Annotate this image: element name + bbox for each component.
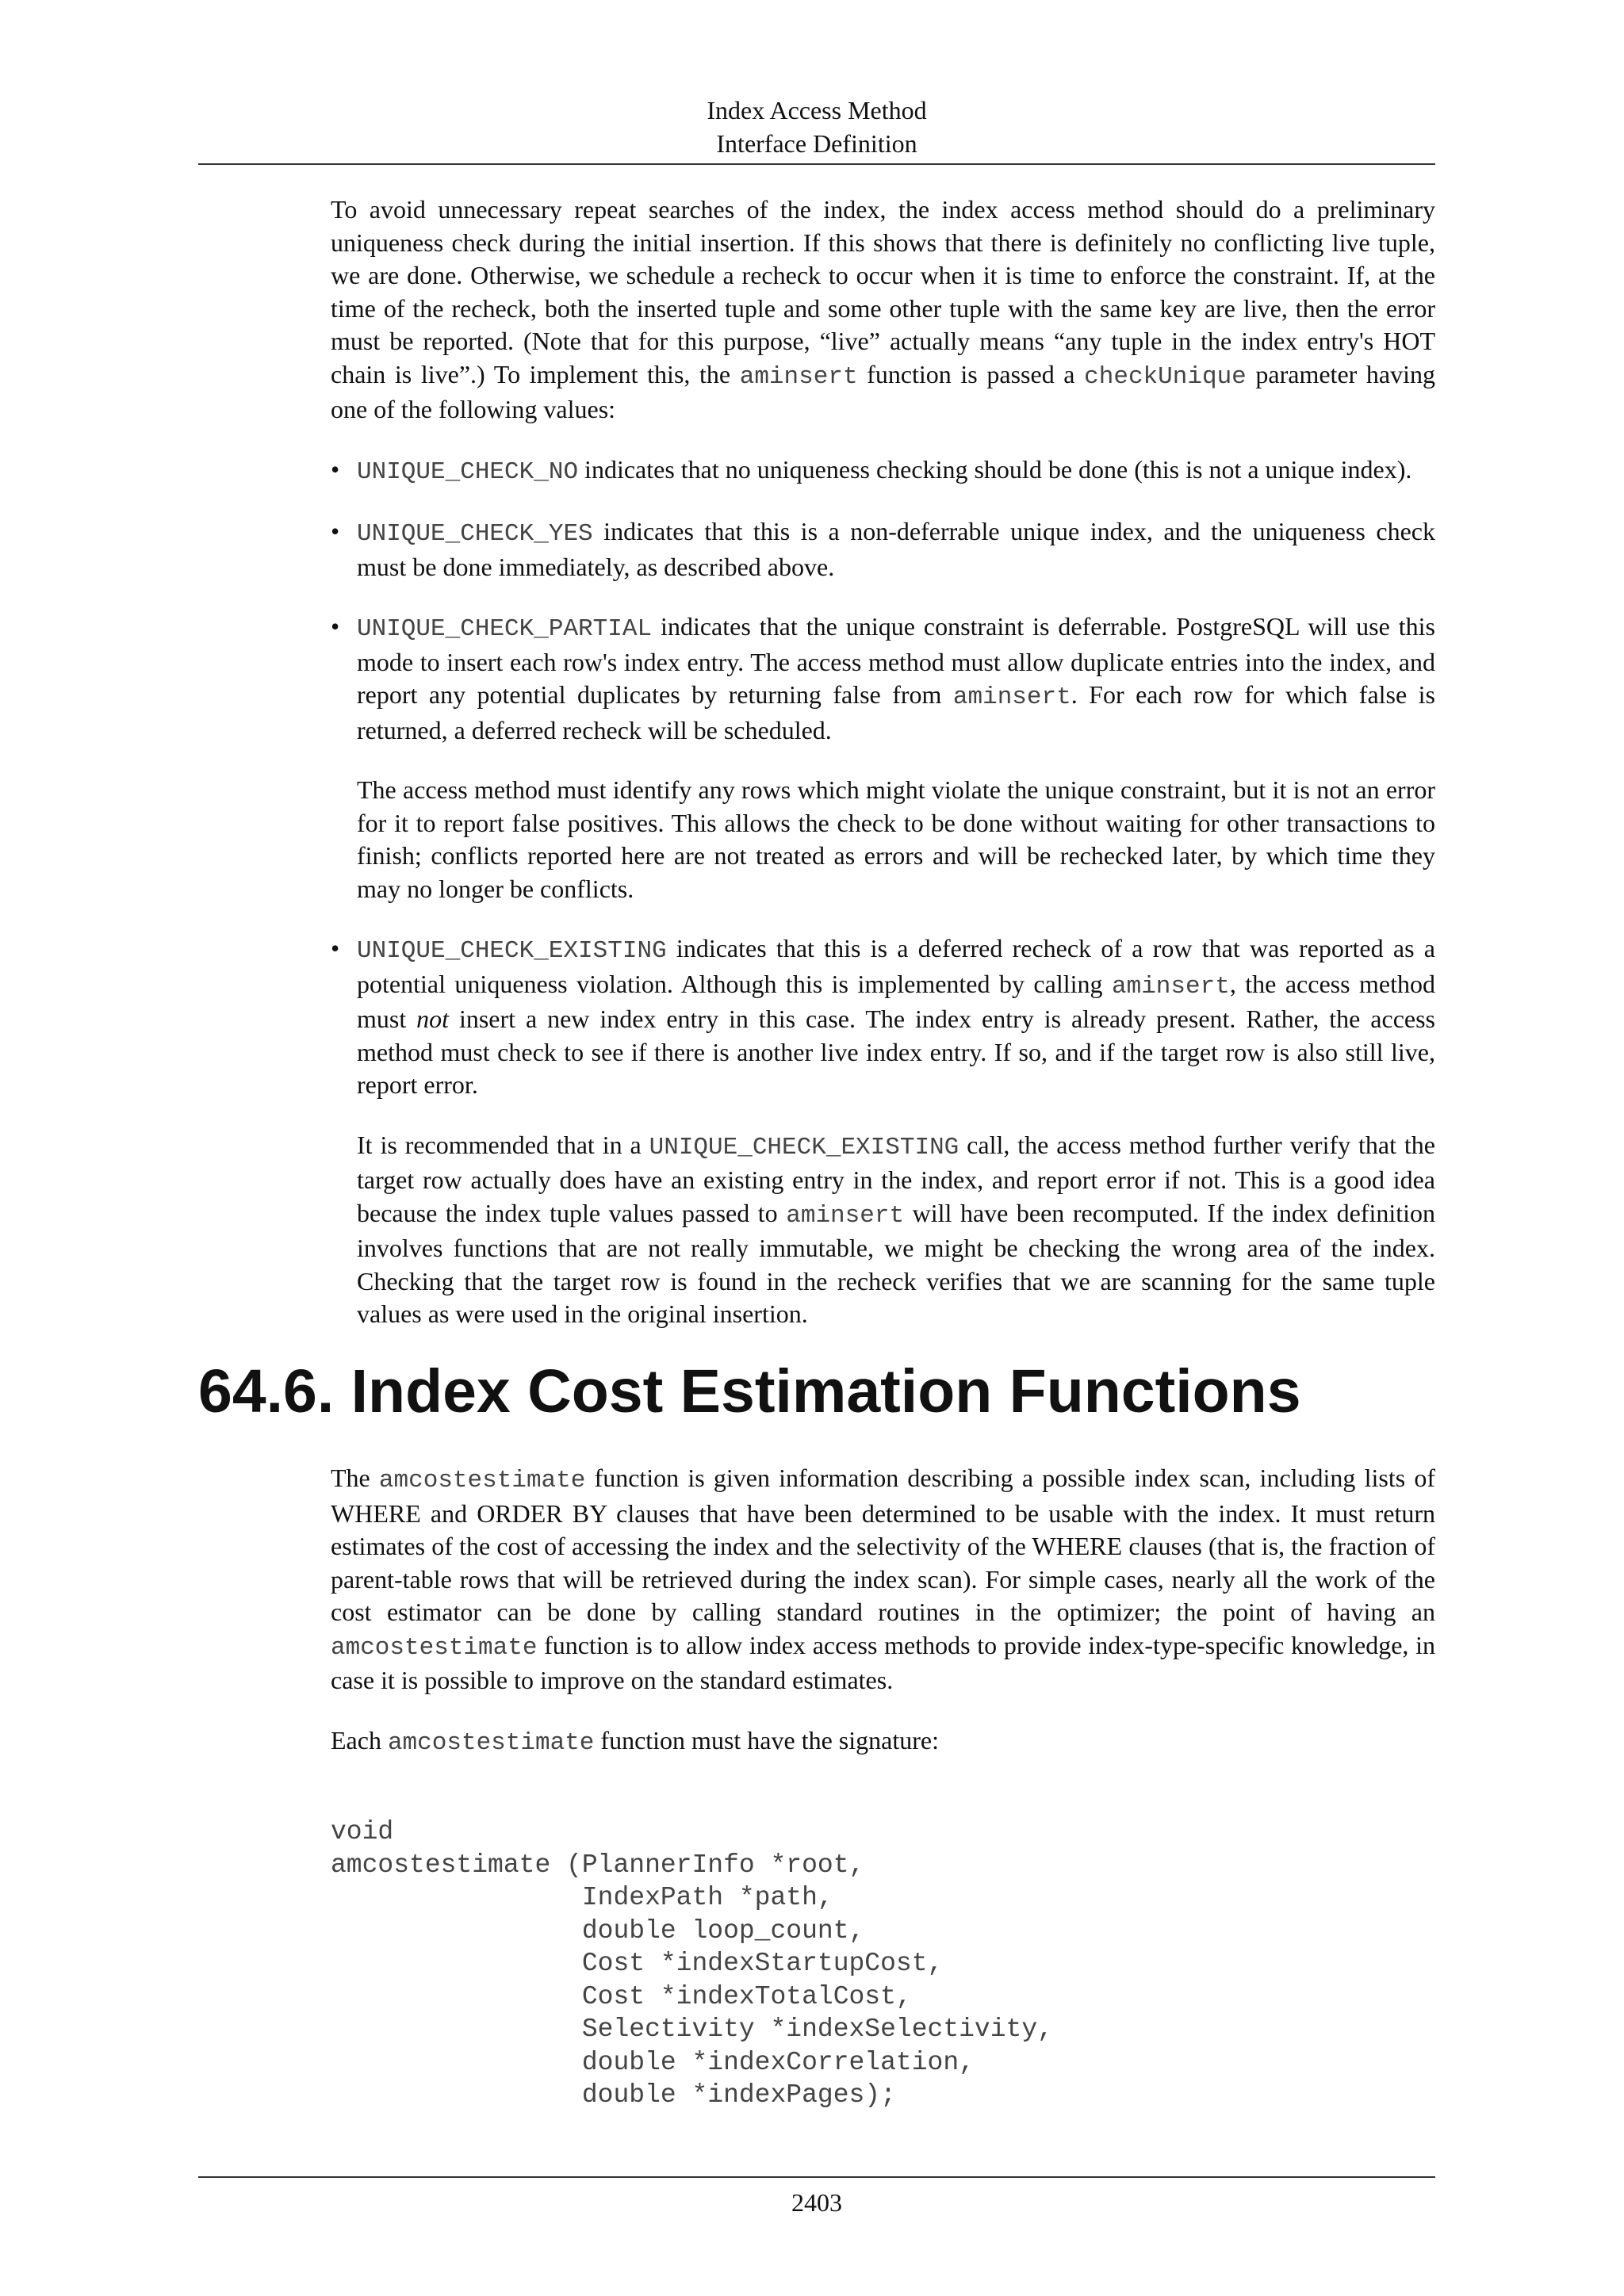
intro-text: function is passed a bbox=[857, 359, 1085, 388]
bullet-icon: • bbox=[331, 454, 340, 484]
page-header bbox=[198, 94, 1435, 160]
option-description: . For each row for which false is returned, a deferred recheck will be scheduled. bbox=[357, 680, 1436, 744]
option-description: , the access method must bbox=[357, 969, 1436, 1033]
code-amcostestimate: amcostestimate bbox=[387, 1728, 595, 1757]
main-content bbox=[331, 193, 1435, 1358]
function-signature-code-block: void amcostestimate (PlannerInfo *root, IndexPath *path, double loop_count, Cost *indexStartupCost, Cost *indexTotalCost, Selectivity *indexSelectivity, double *indexCorrelation, double *indexPages); bbox=[331, 1817, 1053, 2110]
bullet-icon: • bbox=[331, 612, 340, 641]
option-detail-text: call, the access method further verify that the target row actually does have an existing entry in the index, and report error if not. This is a good idea because the index tuple values passed to bbox=[357, 1130, 1435, 1227]
code-aminsert: aminsert bbox=[786, 1201, 905, 1230]
code-amcostestimate: amcostestimate bbox=[331, 1633, 538, 1662]
intro-text: To avoid unnecessary repeat searches of the index, the index access method should do a preliminary uniqueness check during the initial insertion. If this shows that there is definitely no conflicting live tuple, we are done. Otherwise, we schedule a recheck to occur when it is time to enforce the constraint. If, at the time of the recheck, both the inserted tuple and some other tuple with the same key are live, then the error must be reported. (Note that for this purpose, “live” actually means “any tuple in the index entry's HOT chain is live”.) To implement this, the bbox=[331, 195, 1435, 388]
section-heading: 64.6. Index Cost Estimation Functions bbox=[198, 1357, 1301, 1425]
list-item-unique-check-partial bbox=[331, 610, 1435, 905]
section-text: The bbox=[331, 1464, 379, 1492]
option-detail-text: It is recommended that in a bbox=[357, 1130, 649, 1159]
emphasis-not: not bbox=[416, 1004, 450, 1033]
option-description: indicates that this is a non-deferrable unique index, and the uniqueness check must be done immediately, as described above. bbox=[357, 517, 1435, 581]
code-aminsert: aminsert bbox=[1111, 972, 1230, 1001]
section-paragraph bbox=[331, 1724, 1435, 1760]
code-amcostestimate: amcostestimate bbox=[378, 1467, 586, 1494]
section-body bbox=[331, 1462, 1435, 1786]
footer-divider bbox=[198, 2176, 1435, 2178]
check-unique-options-list bbox=[331, 453, 1435, 1331]
code-unique-check-existing: UNIQUE_CHECK_EXISTING bbox=[357, 937, 667, 965]
header-chapter-title: Index Access Method bbox=[707, 96, 927, 124]
bullet-icon: • bbox=[331, 517, 340, 545]
code-aminsert: aminsert bbox=[739, 362, 858, 391]
section-paragraph bbox=[331, 1462, 1435, 1697]
list-item-unique-check-no bbox=[331, 453, 1435, 489]
option-description: indicates that this is a deferred recheck of a row that was reported as a potential uniqueness violation. Although this is implemented by calling bbox=[357, 934, 1435, 998]
option-description: indicates that no uniqueness checking should be done (this is not a unique index). bbox=[578, 454, 1412, 484]
header-divider bbox=[198, 163, 1435, 165]
option-detail-paragraph bbox=[357, 1129, 1435, 1331]
section-text: function is given information describing a possible index scan, including lists of WHERE and ORDER BY clauses that have been determined to be usable with the index. It must return estimates of the cost of accessing the index and the selectivity of the WHERE clauses (that is, the fraction of parent-table rows that will be retrieved during the index scan). For simple cases, nearly all the work of the cost estimator can be done by calling standard routines in the optimizer; the point of having an bbox=[331, 1464, 1436, 1626]
code-unique-check-partial: UNIQUE_CHECK_PARTIAL bbox=[357, 615, 653, 643]
intro-paragraph bbox=[331, 193, 1435, 427]
code-unique-check-yes: UNIQUE_CHECK_YES bbox=[357, 520, 593, 548]
list-item-unique-check-existing bbox=[331, 932, 1435, 1331]
section-text: function must have the signature: bbox=[594, 1725, 939, 1755]
header-section-title: Interface Definition bbox=[716, 129, 917, 158]
option-description: insert a new index entry in this case. The index entry is already present. Rather, the access method must check to see if there is another live index entry. If so, and if the target row is also still live, report error. bbox=[357, 1004, 1436, 1099]
code-unique-check-existing: UNIQUE_CHECK_EXISTING bbox=[649, 1133, 959, 1161]
section-text: function is to allow index access methods to provide index-type-specific knowledge, in case it is possible to improve on the standard estimates. bbox=[331, 1630, 1435, 1694]
list-item-unique-check-yes bbox=[331, 515, 1435, 584]
bullet-icon: • bbox=[331, 934, 340, 962]
intro-text: parameter having one of the following values: bbox=[331, 359, 1436, 423]
code-checkunique: checkUnique bbox=[1084, 362, 1247, 391]
section-text: Each bbox=[331, 1725, 388, 1755]
code-aminsert: aminsert bbox=[952, 683, 1071, 711]
option-detail-text: will have been recomputed. If the index definition involves functions that are not really immutable, we might be checking the wrong area of the index. Checking that the target row is found in the recheck verifies that we are scanning for the same tuple values as were used in the original insertion. bbox=[357, 1198, 1436, 1328]
option-detail-paragraph: The access method must identify any rows which might violate the unique constraint, but it is not an error for it to report false positives. This allows the check to be done without waiting for other transactions to finish; conflicts reported here are not treated as errors and will be rechecked later, by which time they may no longer be conflicts. bbox=[357, 775, 1435, 903]
page-number: 2403 bbox=[791, 2188, 842, 2217]
option-description: indicates that the unique constraint is deferrable. PostgreSQL will use this mode to insert each row's index entry. The access method must allow duplicate entries into the index, and report any potential duplicates by returning false from bbox=[357, 612, 1435, 709]
code-unique-check-no: UNIQUE_CHECK_NO bbox=[357, 457, 579, 486]
